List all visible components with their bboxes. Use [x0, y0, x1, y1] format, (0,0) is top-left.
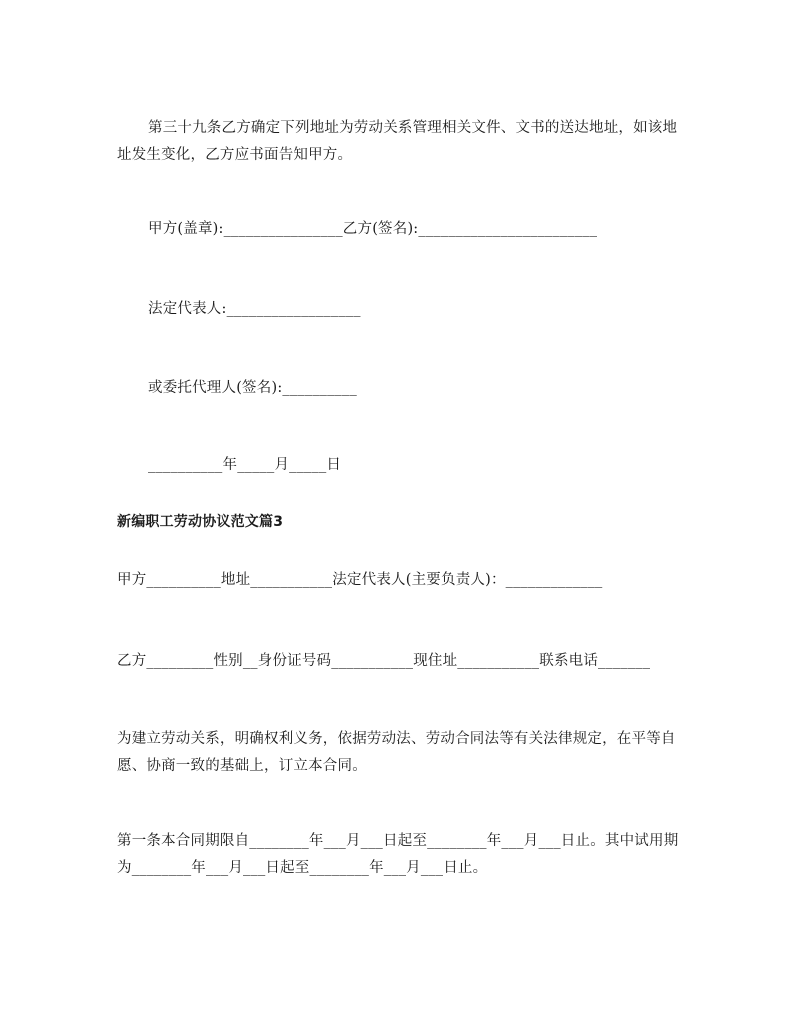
legal-representative-line: 法定代表人:__________________ [148, 301, 361, 317]
preamble-paragraph: 为建立劳动关系，明确权利义务，依据劳动法、劳动合同法等有关法律规定，在平等自愿、协商一致的基础上，订立本合同。 [117, 731, 676, 774]
party-a-info-line: 甲方__________地址___________法定代表人(主要负责人)：_____________ [117, 572, 603, 588]
article-1-paragraph: 第一条本合同期限自________年___月___日起至________年___月___日止。其中试用期为________年___月___日起至________年___月___日止。 [117, 833, 679, 876]
date-line: __________年_____月_____日 [148, 457, 342, 473]
party-b-info-line: 乙方_________性别__身份证号码___________现住址___________联系电话_______ [117, 653, 651, 669]
agent-signature-line: 或委托代理人(签名):__________ [148, 380, 357, 396]
section-title: 新编职工劳动协议范文篇3 [117, 514, 284, 530]
signature-party-a-b: 甲方(盖章):________________乙方(签名):________________________ [148, 221, 598, 237]
article-39-paragraph: 第三十九条乙方确定下列地址为劳动关系管理相关文件、文书的送达地址，如该地址发生变化，乙方应书面告知甲方。 [117, 120, 678, 163]
